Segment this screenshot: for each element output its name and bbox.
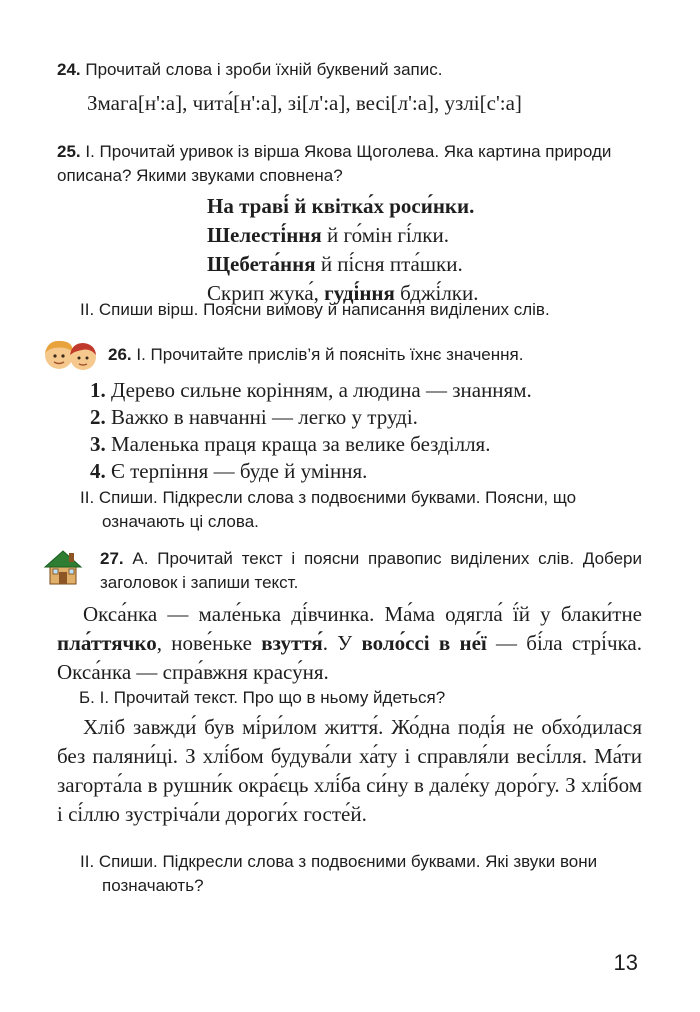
proverb-item (90, 404, 650, 431)
exercise-27-number: 27. (100, 549, 124, 568)
children-pair-icon (40, 336, 102, 374)
house-icon (43, 548, 83, 586)
exercise-27-text-b: Хліб завжди́ був мі́ри́лом життя́. Жо́дна поді́я не обхо́дилася без паляни́ці. З хлі́бом будува́ли ха́ту і справля́ли весі́лля. Ма́ти загорта́ла в рушни́к окра́єць хлі́ба си́ну в дале́ку доро́гу. З хлі́бом і сі́ллю зустріча́ли дороги́х госте́й. (57, 715, 642, 826)
exercise-24-instruction: Прочитай слова і зроби їхній буквений запис. (85, 60, 443, 79)
proverb-text: Дерево сильне корінням, а людина — знанням. (105, 378, 532, 402)
exercise-26-number: 26. (108, 345, 132, 364)
text-segment: Окса́нка — мале́нька ді́вчинка. Ма́ма одягла́ ї́й у блаки́тне (83, 602, 642, 626)
poem-bold-word: Щебета́ння (207, 252, 316, 276)
exercise-25-number: 25. (57, 142, 81, 161)
highlighted-word: взуття́ (261, 631, 323, 655)
exercise-24-task (57, 58, 642, 82)
proverb-text: Маленька праця краща за велике безділля. (105, 432, 491, 456)
exercise-26-proverbs (90, 377, 650, 485)
exercise-25-instruction: І. Прочитай уривок із вірша Якова Щоголева. Яка картина природи описана? Якими звуками сповнена? (57, 142, 612, 185)
proverb-number: 3. (90, 432, 106, 456)
poem-line (207, 221, 627, 250)
proverb-text: Є терпіння — буде й уміння. (105, 459, 368, 483)
exercise-25-poem (207, 192, 627, 308)
highlighted-word: пла́ттячко (57, 631, 157, 655)
exercise-26-task-2: ІІ. Спиши. Підкресли слова з подвоєними буквами. Поясни, що означають ці слова. (80, 488, 577, 531)
exercise-24-words: Змага[н':а], чита́[н':а], зі[л':а], весі[л':а], узлі[с':а] (87, 91, 522, 115)
exercise-27-task (100, 547, 642, 595)
proverb-text: Важко в навчанні — легко у труді. (105, 405, 418, 429)
proverb-item (90, 458, 650, 485)
proverb-item (90, 377, 650, 404)
poem-text: бджі́лки. (394, 281, 479, 305)
poem-text: й го́мін гі́лки. (321, 223, 449, 247)
poem-bold-word: Шелесті́ння (207, 223, 322, 247)
text-segment: . У (322, 631, 362, 655)
poem-line (207, 192, 627, 221)
exercise-27-instruction: А. Прочитай текст і поясни правопис виділених слів. Добери заголовок і запиши текст. (100, 549, 642, 592)
exercise-24-number: 24. (57, 60, 81, 79)
proverb-number: 1. (90, 378, 106, 402)
poem-text: й пі́сня пта́шки. (315, 252, 463, 276)
poem-bold-word: гуді́ння (324, 281, 395, 305)
proverb-number: 2. (90, 405, 106, 429)
exercise-26-instruction: І. Прочитайте прислів’я й поясніть їхнє значення. (136, 345, 524, 364)
exercise-25-task-2: ІІ. Спиши вірш. Поясни вимову й написання виділених слів. (80, 300, 550, 319)
page-number: 13 (613, 950, 638, 975)
poem-bold-word: На траві́ й квітка́х роси́нки. (207, 194, 475, 218)
proverb-item (90, 431, 650, 458)
poem-text: Скрип жука́, (207, 281, 325, 305)
exercise-27-task-b: Б. І. Прочитай текст. Про що в ньому йдеться? (79, 688, 446, 707)
exercise-25-task (57, 140, 642, 188)
exercise-26-task (108, 343, 642, 367)
proverb-number: 4. (90, 459, 106, 483)
exercise-27-task-2: ІІ. Спиши. Підкресли слова з подвоєними буквами. Які звуки вони позначають? (80, 852, 598, 895)
text-segment: , нове́ньке (156, 631, 262, 655)
text-segment: — бі́ла стрі́чка. Окса́нка — спра́вжня красу́ня. (57, 631, 643, 684)
highlighted-word: воло́ссі в не́ї (361, 631, 487, 655)
exercise-27-text-a (57, 600, 642, 687)
poem-line (207, 250, 627, 279)
